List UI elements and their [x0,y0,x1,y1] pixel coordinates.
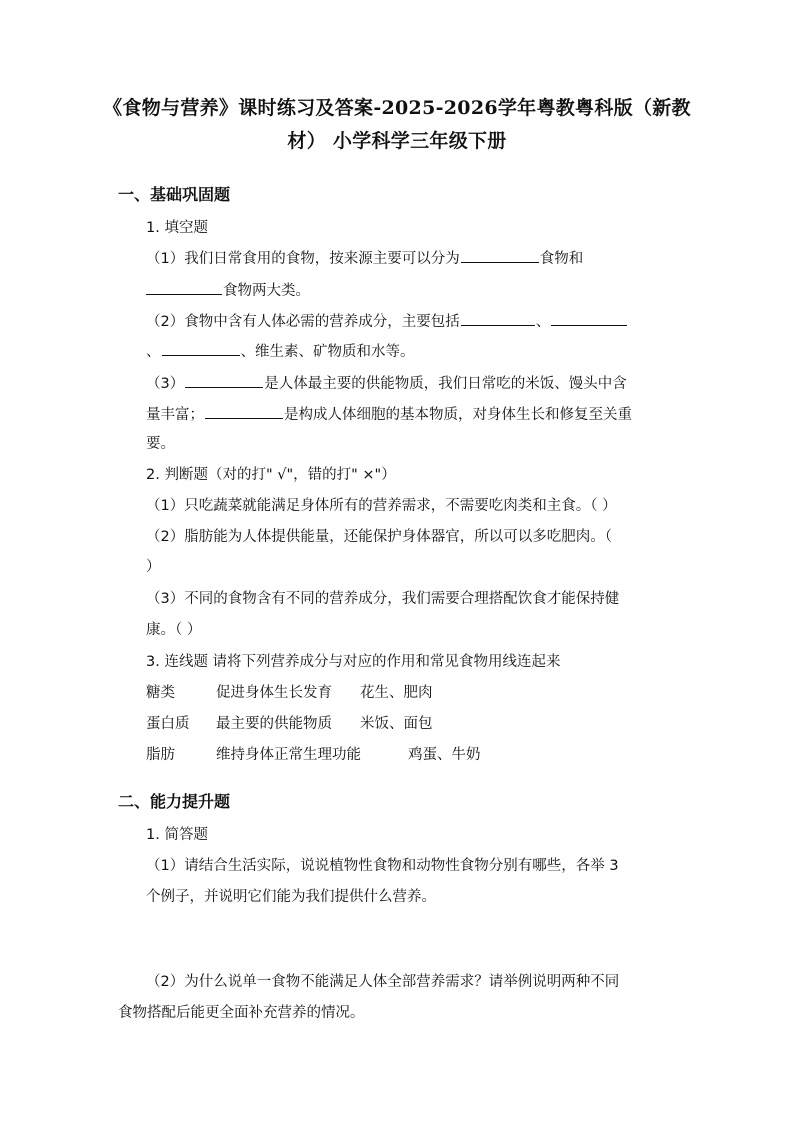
q1-item-3-line-3: 要。 [146,436,175,452]
s2-q1-item-2-line-2: 食物搭配后能更全面补充营养的情况。 [118,1005,365,1021]
q2-item-3-line-2: 康。（ ） [146,622,202,638]
matching-function[interactable]: 维持身体正常生理功能 [216,747,361,763]
answer-blank[interactable] [146,280,222,295]
q1-1-text-b: 食物和 [539,251,584,267]
document-title [100,92,694,158]
q2-item-3-line-1: （3）不同的食物含有不同的营养成分，我们需要合理搭配饮食才能保持健 [146,591,620,607]
q1-1-text-a: （1）我们日常食用的食物，按来源主要可以分为 [146,251,460,267]
q1-3-text-d: 是构成人体细胞的基本物质，对身体生长和修复至关重 [284,407,632,423]
q2-label: 2. 判断题（对的打" √"，错的打" ×"） [146,467,396,483]
q1-2-text-a: （2）食物中含有人体必需的营养成分，主要包括 [146,314,460,330]
q1-item-1-line-1 [146,248,583,269]
s2-q1-label: 1. 简答题 [146,827,208,843]
answer-blank[interactable] [551,311,627,326]
section-1-heading: 一、基础巩固题 [118,185,231,204]
answer-blank[interactable] [461,248,539,263]
title-line-1: 《食物与营养》课时练习及答案-2025-2026学年粤教粤科版（新教 [103,97,691,119]
s2-q1-item-2-line-1: （2）为什么说单一食物不能满足人体全部营养需求？请举例说明两种不同 [146,974,620,990]
q1-item-3-line-1 [146,373,627,394]
matching-nutrient[interactable]: 蛋白质 [146,716,190,732]
q1-2-text-b: 、 [535,314,551,330]
q1-label: 1. 填空题 [146,220,208,236]
q2-item-2-line-2: ） [146,559,161,575]
q1-item-2-line-2 [146,341,415,362]
matching-nutrient[interactable]: 糖类 [146,685,175,701]
q1-item-3-line-2 [146,404,632,425]
q1-2-text-d: 、维生素、矿物质和水等。 [240,344,415,360]
q2-item-1: （1）只吃蔬菜就能满足身体所有的营养需求，不需要吃肉类和主食。（ ） [146,498,617,514]
q3-label: 3. 连线题 请将下列营养成分与对应的作用和常见食物用线连起来 [146,654,561,670]
matching-food[interactable]: 米饭、面包 [360,716,433,732]
q1-item-1-line-2 [146,280,310,301]
q1-3-text-c: 量丰富； [146,407,204,423]
matching-function[interactable]: 最主要的供能物质 [216,716,332,732]
q1-1-text-c: 食物两大类。 [223,283,310,299]
answer-blank[interactable] [162,341,240,356]
q1-item-2-line-1 [146,311,628,332]
answer-blank[interactable] [461,311,535,326]
matching-function[interactable]: 促进身体生长发育 [216,685,332,701]
matching-food[interactable]: 花生、肥肉 [360,685,433,701]
s2-q1-item-1-line-2: 个例子，并说明它们能为我们提供什么营养。 [146,889,436,905]
section-2-heading: 二、能力提升题 [118,792,231,811]
matching-nutrient[interactable]: 脂肪 [146,747,175,763]
answer-blank[interactable] [205,404,283,419]
s2-q1-item-1-line-1: （1）请结合生活实际，说说植物性食物和动物性食物分别有哪些，各举 3 [146,858,619,874]
q2-item-2-line-1: （2）脂肪能为人体提供能量，还能保护身体器官，所以可以多吃肥肉。（ [146,529,612,545]
q1-2-text-c: 、 [146,344,161,360]
q1-3-text-b: 是人体最主要的供能物质，我们日常吃的米饭、馒头中含 [264,376,627,392]
answer-blank[interactable] [185,373,263,388]
title-line-2: 材） 小学科学三年级下册 [287,130,507,152]
q1-3-text-a: （3） [146,376,185,392]
matching-food[interactable]: 鸡蛋、牛奶 [408,747,481,763]
